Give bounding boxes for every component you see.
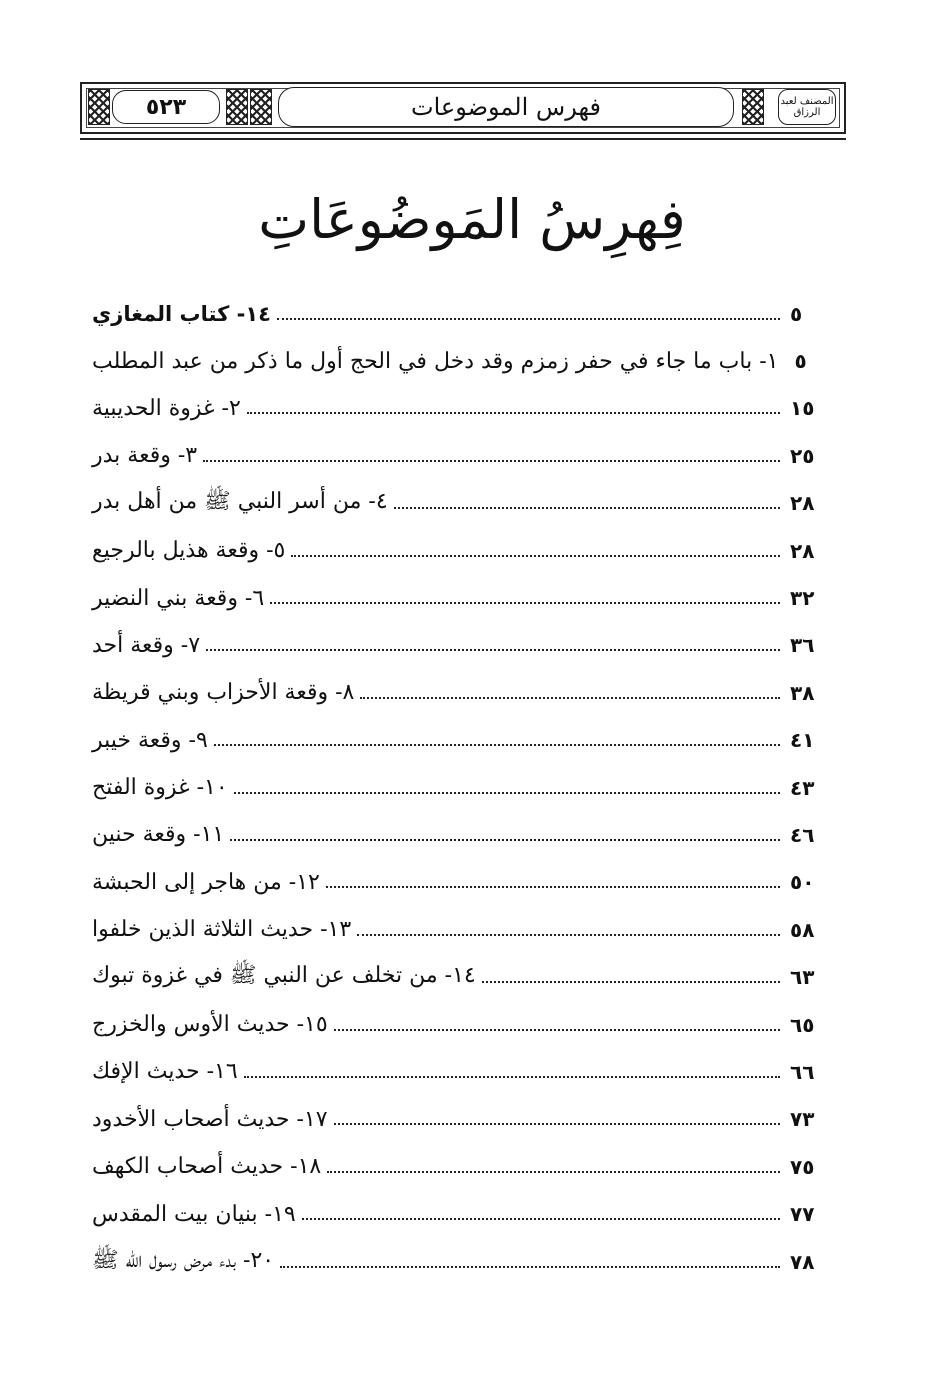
toc-row (84, 1143, 820, 1190)
toc-entry-title: ٨- وقعة الأحزاب وبني قريظة (92, 680, 355, 706)
toc-entry-page: ٤٣ (790, 775, 815, 800)
toc-dot-leader (247, 412, 780, 414)
toc-entry-page: ٦٥ (790, 1012, 815, 1037)
toc-entry-page: ٧٧ (790, 1202, 815, 1227)
ornament-left-icon (88, 89, 110, 125)
toc-dot-leader (326, 886, 780, 888)
toc-entry-title: ١٧- حديث أصحاب الأخدود (92, 1106, 328, 1132)
page-header (80, 82, 846, 134)
toc-entry-page: ٣٦ (790, 633, 815, 658)
toc-entry-title: ٢- غزوة الحديبية (92, 395, 241, 421)
toc-dot-leader (302, 1218, 780, 1220)
toc-entry-page: ٢٨ (790, 491, 815, 516)
toc-row (84, 1096, 820, 1143)
toc-row (84, 811, 820, 858)
toc-row (84, 527, 820, 574)
running-title: فهرس الموضوعات (411, 93, 601, 121)
toc-row (84, 622, 820, 669)
toc-entry-page: ٥٠ (790, 870, 815, 895)
toc-entry-title: ٩- وقعة خيبر (92, 727, 208, 753)
toc-dot-leader (203, 460, 780, 462)
toc-row (84, 1238, 820, 1285)
toc-dot-leader (360, 697, 780, 699)
toc-entry-title: ١٥- حديث الأوس والخزرج (92, 1012, 328, 1038)
toc-dot-leader (214, 744, 780, 746)
toc-entry-page: ٢٥ (790, 443, 815, 468)
toc-entry-page: ٧٥ (790, 1154, 815, 1179)
toc-entry-title: ١٦- حديث الإفك (92, 1059, 238, 1085)
toc-entry-page: ٥ (790, 301, 803, 326)
toc-entry-title: ١٤- كتاب المغازي (92, 301, 271, 326)
toc-entry-title: ٢٠- بدء مرض رسول الله ﷺ (92, 1247, 275, 1273)
toc-dot-leader (291, 555, 780, 557)
toc-entry-title: ١٣- حديث الثلاثة الذين خلفوا (92, 917, 352, 943)
toc-row (84, 432, 820, 479)
toc-entry-title: ٣- وقعة بدر (92, 443, 198, 469)
toc-dot-leader (234, 792, 780, 794)
toc-entry-page: ٦٣ (790, 965, 815, 990)
toc-row (84, 764, 820, 811)
toc-entry-title: ١١- وقعة حنين (92, 822, 225, 848)
toc-row (84, 1048, 820, 1095)
toc-entry-title: ٤- من أسر النبي ﷺ من أهل بدر (92, 489, 388, 515)
toc-dot-leader (334, 1029, 780, 1031)
toc-entry-page: ٣٨ (790, 680, 815, 705)
toc-entry-page: ١٥ (790, 396, 815, 421)
toc-entry-title: ١٤- من تخلف عن النبي ﷺ في غزوة تبوك (92, 963, 476, 989)
toc-entry-page: ٧٣ (790, 1107, 815, 1132)
toc-entry-title: ٥- وقعة هذيل بالرجيع (92, 538, 286, 564)
toc-row (84, 717, 820, 764)
toc-row (84, 953, 820, 1000)
toc-entry-page: ٣٢ (790, 586, 815, 611)
toc-dot-leader (357, 934, 780, 936)
toc-dot-leader (334, 1123, 780, 1125)
running-title-cartouche (278, 87, 734, 127)
toc-dot-leader (230, 839, 780, 841)
toc-row (84, 574, 820, 621)
toc-row (84, 385, 820, 432)
table-of-contents (84, 290, 820, 1285)
toc-dot-leader (206, 649, 780, 651)
toc-entry-title: ١٠- غزوة الفتح (92, 775, 228, 801)
toc-entry-title: ٧- وقعة أحد (92, 632, 201, 658)
toc-dot-leader (327, 1171, 780, 1173)
toc-dot-leader (277, 318, 780, 320)
toc-row (84, 480, 820, 527)
ornament-mid-right-icon (742, 89, 764, 125)
toc-entry-page: ٤٦ (790, 822, 815, 847)
toc-entry-page: ٧٨ (790, 1249, 815, 1274)
page-number-cartouche (112, 90, 220, 124)
toc-dot-leader (270, 602, 780, 604)
book-logo (778, 89, 836, 125)
page-title: فِهرِسُ المَوضُوعَاتِ (258, 188, 686, 251)
toc-entry-title: ١٢- من هاجر إلى الحبشة (92, 869, 320, 895)
toc-row (84, 1001, 820, 1048)
toc-entry-page: ٦٦ (790, 1059, 815, 1084)
toc-entry-page: ٥٨ (790, 917, 815, 942)
toc-entry-page: ٢٨ (790, 538, 815, 563)
toc-dot-leader (280, 1266, 780, 1268)
toc-heading-row (84, 290, 820, 337)
header-rule (80, 138, 846, 140)
toc-row (84, 859, 820, 906)
book-logo-text: المصنف لعبد الرزاق (780, 96, 834, 118)
toc-entry-title: ١٩- بنيان بيت المقدس (92, 1201, 296, 1227)
toc-dot-leader (244, 1076, 780, 1078)
toc-dot-leader (394, 507, 780, 509)
toc-row (84, 1190, 820, 1237)
toc-row (84, 669, 820, 716)
toc-entry-title: ١٨- حديث أصحاب الكهف (92, 1154, 322, 1180)
toc-row (84, 337, 820, 384)
toc-row (84, 906, 820, 953)
toc-entry-title: ٦- وقعة بني النضير (92, 585, 265, 611)
ornament-mid-left-icon (226, 89, 248, 125)
toc-entry-page: ٤١ (790, 728, 815, 753)
toc-dot-leader (482, 981, 780, 983)
toc-entry-page: ٥ (794, 349, 807, 374)
page-number: ٥٢٣ (145, 94, 187, 120)
ornament-mid-left-2-icon (250, 89, 272, 125)
toc-entry-title: ١- باب ما جاء في حفر زمزم وقد دخل في الحج أول ما ذكر من عبد المطلب (92, 348, 779, 374)
